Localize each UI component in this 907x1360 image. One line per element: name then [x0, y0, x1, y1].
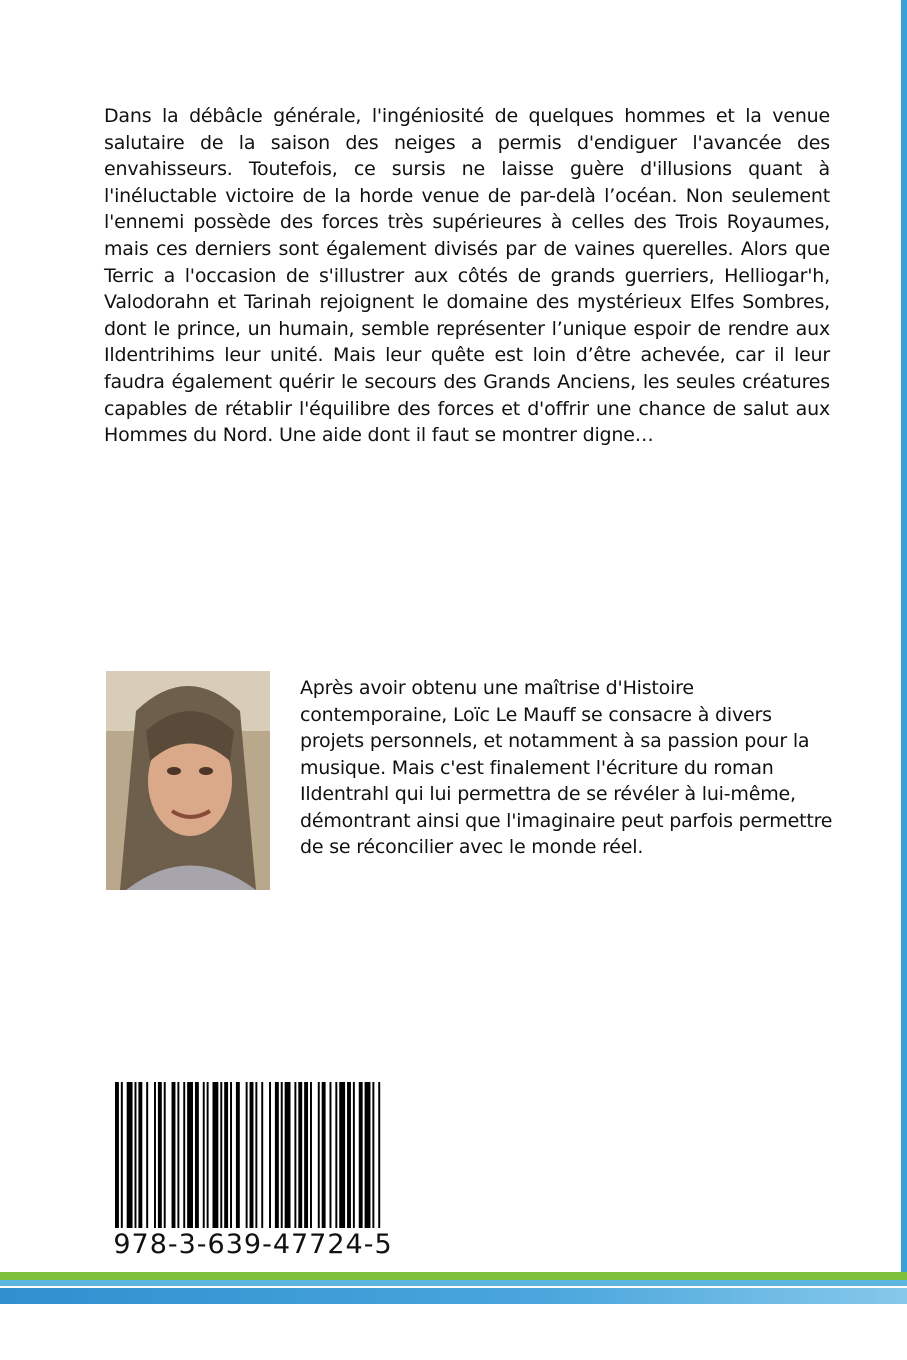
cover-edge-strip — [901, 0, 907, 1275]
barcode-bar — [138, 1082, 142, 1228]
barcode-bar — [121, 1082, 123, 1228]
barcode-bar — [275, 1082, 279, 1228]
author-photo — [106, 671, 270, 890]
barcode-bar — [230, 1082, 232, 1228]
barcode-bar — [285, 1082, 291, 1228]
barcode-bar — [310, 1082, 312, 1228]
barcode-bar — [213, 1082, 219, 1228]
barcode-bar — [127, 1082, 133, 1228]
barcode-bar — [347, 1082, 351, 1228]
barcode-bar — [304, 1082, 308, 1228]
synopsis-text: Dans la débâcle générale, l'ingéniosité de quelques hommes et la venue salutaire de la saison des neiges a permis d'endiguer l'avancée des envahisseurs. Toutefois, ce sursis ne laisse guère d'illusions quant à l'inéluctable victoire de la horde venue de par-delà l’océan. Non seulement l'ennemi possède des forces très supérieures à celles des Trois Royaumes, mais ces derniers sont également divisés par de vaines querelles. Alors que Terric a l'occasion de s'illustrer aux côtés de grands guerriers, Helliogar'h, Valodorahn et Tarinah rejoignent le domaine des mystérieux Elfes Sombres, dont le prince, un humain, semble représenter l’unique espoir de rendre aux Ildentrihims leur unité. Mais leur quête est loin d’être achevée, car il leur faudra également quérir le secours des Grands Anciens, les seules créatures capables de rétablir l'équilibre des forces et d'offrir une chance de salut aux Hommes du Nord. Une aide dont il faut se montrer digne… — [104, 105, 830, 447]
barcode-bar — [183, 1082, 185, 1228]
barcode-bar — [298, 1082, 302, 1228]
barcode-bar — [339, 1082, 345, 1228]
barcode-bar — [353, 1082, 355, 1228]
barcode-bar — [135, 1082, 137, 1228]
barcode-bar — [372, 1082, 374, 1228]
barcode-bar — [158, 1082, 162, 1228]
bottom-margin — [0, 1304, 907, 1360]
barcode-bar — [281, 1082, 283, 1228]
barcode-bar — [261, 1082, 263, 1228]
barcode-bar — [207, 1082, 209, 1228]
isbn-number: 978-3-639-47724-5 — [113, 1229, 393, 1260]
barcode-bar — [359, 1082, 363, 1228]
barcode-bar — [220, 1082, 222, 1228]
barcode-bar — [322, 1082, 326, 1228]
barcode-bar — [255, 1082, 257, 1228]
barcode-bar — [378, 1082, 380, 1228]
barcode-bar — [224, 1082, 228, 1228]
barcode-bar — [115, 1082, 119, 1228]
barcode-bar — [246, 1082, 248, 1228]
barcode-bar — [172, 1082, 176, 1228]
barcode-bar — [177, 1082, 179, 1228]
barcode-bar — [195, 1082, 199, 1228]
barcode-bar — [236, 1082, 240, 1228]
barcode-bar — [330, 1082, 332, 1228]
barcode-bar — [365, 1082, 371, 1228]
barcode-bar — [318, 1082, 320, 1228]
author-bio-text: Après avoir obtenu une maîtrise d'Histoire contemporaine, Loïc Le Mauff se consacre à divers projets personnels, et notamment à sa passion pour la musique. Mais c'est finalement l'écriture du roman Ildentrahl qui lui permettra de se révéler à lui-même, démontrant ainsi que l'imaginaire peut parfois permettre de se réconcilier avec le monde réel. — [300, 677, 833, 858]
barcode-bar — [146, 1082, 148, 1228]
barcode-bar — [203, 1082, 205, 1228]
barcode — [113, 1082, 393, 1228]
barcode-bar — [335, 1082, 337, 1228]
barcode-bar — [294, 1082, 296, 1228]
barcode-bar — [164, 1082, 166, 1228]
barcode-bar — [154, 1082, 156, 1228]
blue-stripe — [0, 1288, 907, 1304]
barcode-bar — [269, 1082, 271, 1228]
barcode-bar — [187, 1082, 193, 1228]
barcode-bar — [250, 1082, 254, 1228]
green-stripe — [0, 1272, 907, 1280]
